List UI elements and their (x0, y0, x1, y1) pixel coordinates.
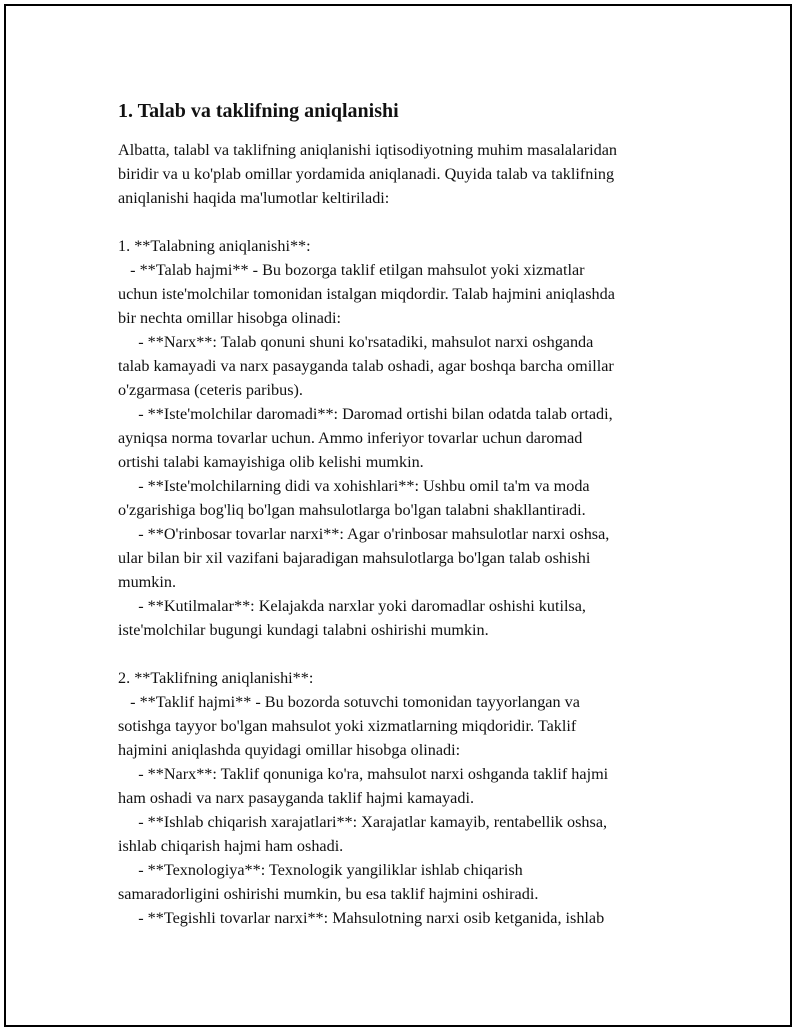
document-content (118, 98, 708, 930)
document-body-text: Albatta, talabl va taklifning aniqlanishi iqtisodiyotning muhim masalalaridan biridir va u ko'plab omillar yordamida aniqlanadi. Quyida talab va taklifning aniqlanishi haqida ma'lumotlar keltiriladi: 1. **Talabning aniqlanishi**: - **Talab hajmi** - Bu bozorga taklif etilgan mahsulot yoki xizmatlar uchun iste'molchilar tomonidan istalgan miqdordir. Talab hajmini aniqlashda bir nechta omillar hisobga olinadi: - **Narx**: Talab qonuni shuni ko'rsatadiki, mahsulot narxi oshganda talab kamayadi va narx pasayganda talab oshadi, agar boshqa barcha omillar o'zgarmasa (ceteris paribus). - **Iste'molchilar daromadi**: Daromad ortishi bilan odatda talab ortadi, ayniqsa norma tovarlar uchun. Ammo inferiyor tovarlar uchun daromad ortishi talabi kamayishiga olib kelishi mumkin. - **Iste'molchilarning didi va xohishlari**: Ushbu omil ta'm va moda o'zgarishiga bog'liq bo'lgan mahsulotlarga bo'lgan talabni shakllantiradi. - **O'rinbosar tovarlar narxi**: Agar o'rinbosar mahsulotlar narxi oshsa, ular bilan bir xil vazifani bajaradigan mahsulotlarga bo'lgan talab oshishi mumkin. - **Kutilmalar**: Kelajakda narxlar yoki daromadlar oshishi kutilsa, iste'molchilar bugungi kundagi talabni oshirishi mumkin. 2. **Taklifning aniqlanishi**: - **Taklif hajmi** - Bu bozorda sotuvchi tomonidan tayyorlangan va sotishga tayyor bo'lgan mahsulot yoki xizmatlarning miqdoridir. Taklif hajmini aniqlashda quyidagi omillar hisobga olinadi: - **Narx**: Taklif qonuniga ko'ra, mahsulot narxi oshganda taklif hajmi ham oshadi va narx pasayganda taklif hajmi kamayadi. - **Ishlab chiqarish xarajatlari**: Xarajatlar kamayib, rentabellik oshsa, ishlab chiqarish hajmi ham oshadi. - **Texnologiya**: Texnologik yangiliklar ishlab chiqarish samaradorligini oshirishi mumkin, bu esa taklif hajmini oshiradi. - **Tegishli tovarlar narxi**: Mahsulotning narxi osib ketganida, ishlab (118, 141, 618, 927)
document-title: 1. Talab va taklifning aniqlanishi (118, 100, 399, 122)
page-frame (4, 4, 792, 1027)
